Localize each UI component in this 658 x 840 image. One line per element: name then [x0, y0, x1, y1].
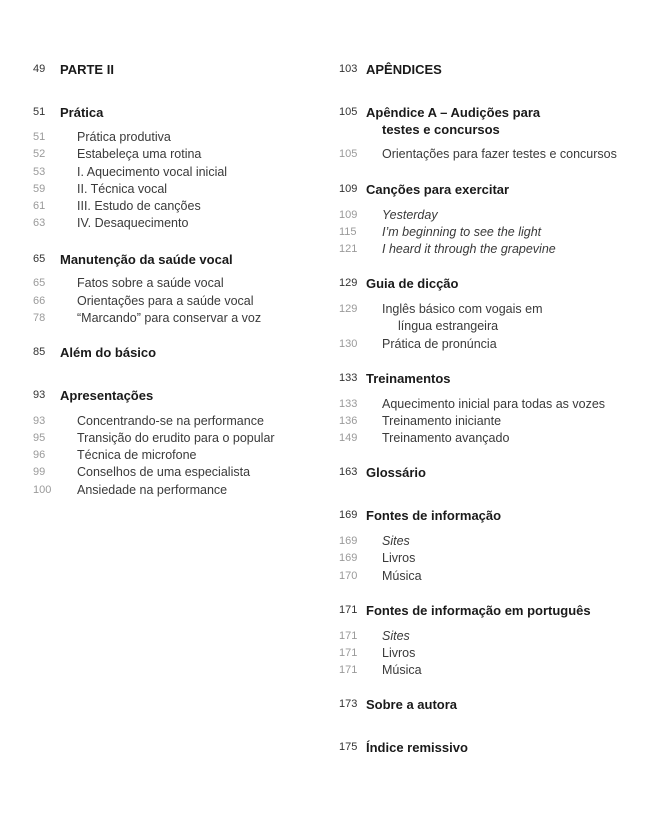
toc-page-number: 61	[33, 200, 46, 212]
toc-title: Fontes de informação	[366, 508, 502, 523]
toc-title: Guia de dicção	[366, 276, 459, 291]
toc-title: Fontes de informação em português	[366, 603, 591, 618]
toc-title: Fatos sobre a saúde vocal	[77, 276, 224, 290]
toc-page-number: 171	[339, 664, 358, 676]
toc-page-number: 103	[339, 63, 358, 75]
toc-title: Yesterday	[382, 208, 438, 222]
toc-page-number: 52	[33, 148, 46, 160]
toc-page-number: 53	[33, 166, 46, 178]
toc-page-number: 66	[33, 295, 46, 307]
toc-page-number: 149	[339, 432, 358, 444]
toc-title: Treinamento avançado	[382, 431, 510, 445]
toc-page-number: 109	[339, 209, 358, 221]
toc-page-number: 49	[33, 63, 46, 75]
toc-title: Música	[382, 569, 422, 583]
toc-title: Concentrando-se na performance	[77, 414, 264, 428]
toc-title: Livros	[382, 551, 416, 565]
toc-title: Prática produtiva	[77, 130, 171, 144]
toc-title: Glossário	[366, 465, 426, 480]
toc-page-number: 51	[33, 131, 46, 143]
toc-title: Treinamentos	[366, 371, 451, 386]
toc-page-number: 169	[339, 535, 358, 547]
toc-page-number: 95	[33, 432, 46, 444]
toc-page-number: 100	[33, 484, 52, 496]
toc-page-number: 78	[33, 312, 46, 324]
toc-page-number: 129	[339, 277, 358, 289]
toc-page-number: 115	[339, 226, 357, 238]
toc-page-number: 171	[339, 630, 358, 642]
toc-page-number: 85	[33, 346, 46, 358]
toc-title: III. Estudo de canções	[77, 199, 201, 213]
toc-title: Apêndice A – Audições para	[366, 105, 541, 120]
toc-title: Prática	[60, 105, 104, 120]
toc-page-number: 170	[339, 570, 358, 582]
toc-title: Transição do erudito para o popular	[77, 431, 275, 445]
toc-title: língua estrangeira	[398, 319, 499, 333]
toc-page-number: 105	[339, 106, 358, 118]
toc-page-number: 93	[33, 415, 46, 427]
toc-title: Inglês básico com vogais em	[382, 302, 543, 316]
toc-title: Índice remissivo	[366, 740, 468, 755]
toc-page-number: 175	[339, 741, 358, 753]
toc-title: Técnica de microfone	[77, 448, 197, 462]
toc-title: Sites	[382, 534, 410, 548]
toc-page-number: 96	[33, 449, 46, 461]
toc-page-number: 136	[339, 415, 358, 427]
toc-title: Sites	[382, 629, 410, 643]
toc-title: Conselhos de uma especialista	[77, 465, 251, 479]
toc-title: I. Aquecimento vocal inicial	[77, 165, 228, 179]
toc-title: II. Técnica vocal	[77, 182, 168, 196]
toc-page-number: 171	[339, 647, 358, 659]
toc-page-number: 93	[33, 389, 46, 401]
toc-title: Apresentações	[60, 388, 154, 403]
toc-page-number: 171	[339, 604, 358, 616]
toc-page-number: 129	[339, 303, 358, 315]
toc-title: Treinamento iniciante	[382, 414, 502, 428]
toc-title: Além do básico	[60, 345, 157, 360]
toc-page-number: 173	[339, 698, 358, 710]
toc-title: Aquecimento inicial para todas as vozes	[382, 397, 606, 411]
toc-page-number: 109	[339, 183, 358, 195]
toc-title: Sobre a autora	[366, 697, 458, 712]
toc-title: Livros	[382, 646, 416, 660]
toc-title: “Marcando” para conservar a voz	[77, 311, 262, 325]
toc-page-number: 133	[339, 398, 358, 410]
toc-page-number: 59	[33, 183, 46, 195]
toc-page-number: 169	[339, 552, 358, 564]
toc-title: APÊNDICES	[366, 62, 442, 77]
toc-page-number: 51	[33, 106, 46, 118]
toc-title: Estabeleça uma rotina	[77, 147, 202, 161]
toc-page-number: 105	[339, 148, 358, 160]
toc-title: Orientações para fazer testes e concursos	[382, 147, 617, 161]
toc-title: I heard it through the grapevine	[382, 242, 556, 256]
toc-page-number: 65	[33, 253, 46, 265]
toc-page-number: 121	[339, 243, 358, 255]
toc-page-number: 163	[339, 466, 358, 478]
toc-title: I’m beginning to see the light	[382, 225, 542, 239]
toc-title: Orientações para a saúde vocal	[77, 294, 254, 308]
toc-page-number: 169	[339, 509, 358, 521]
toc-page-number: 130	[339, 338, 358, 350]
toc-title: testes e concursos	[382, 122, 500, 137]
toc-title: PARTE II	[60, 62, 114, 77]
toc-title: Canções para exercitar	[366, 182, 510, 197]
toc-page-number: 99	[33, 466, 46, 478]
toc-title: Prática de pronúncia	[382, 337, 497, 351]
toc-page-number: 133	[339, 372, 358, 384]
toc-title: IV. Desaquecimento	[77, 216, 189, 230]
toc-page-number: 65	[33, 277, 46, 289]
toc-title: Ansiedade na performance	[77, 483, 228, 497]
toc-title: Música	[382, 663, 422, 677]
toc-page-number: 63	[33, 217, 46, 229]
toc-title: Manutenção da saúde vocal	[60, 252, 233, 267]
